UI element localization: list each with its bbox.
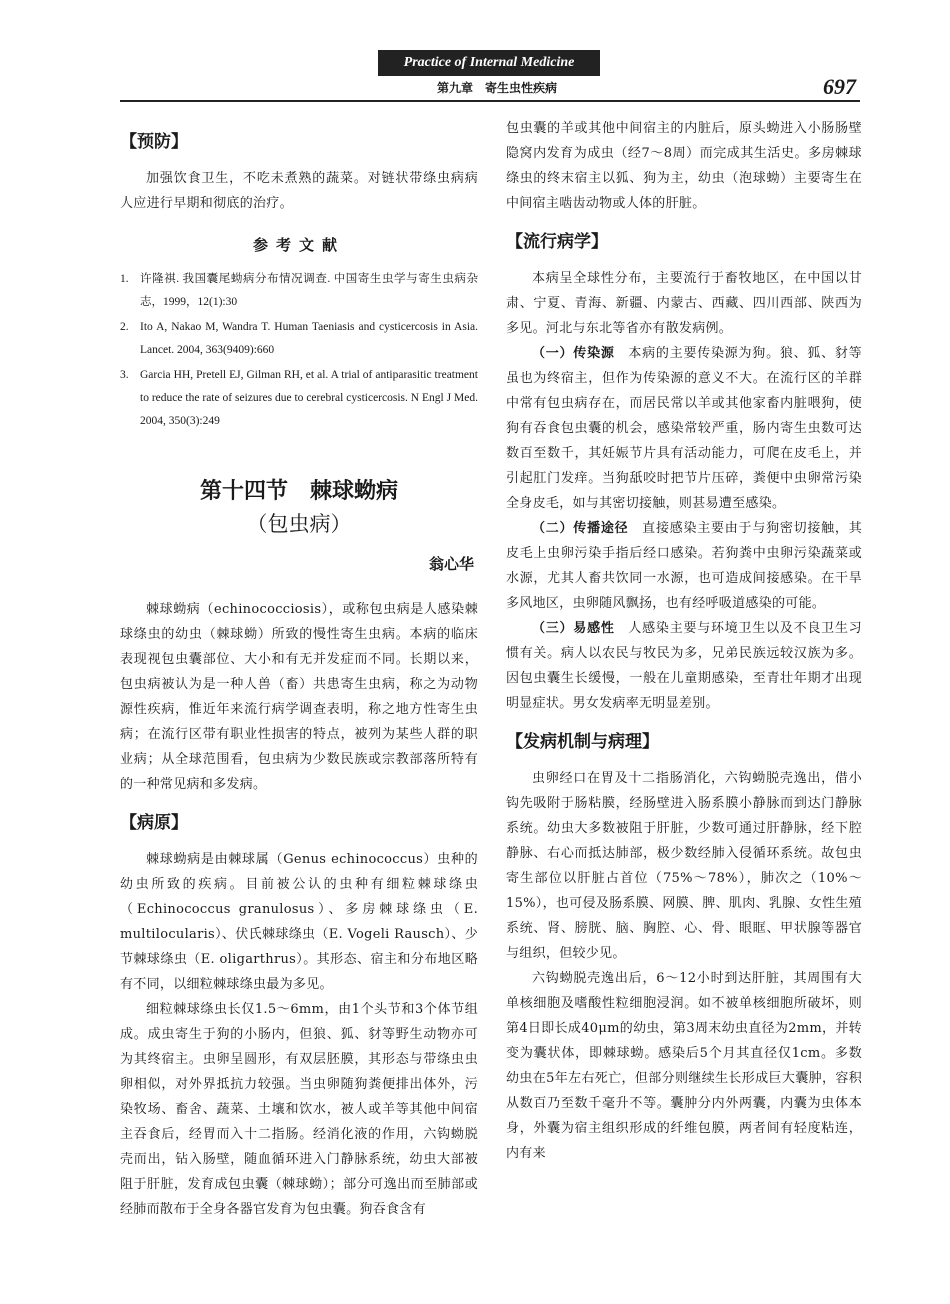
etiology-paragraph-1: 棘球蚴病是由棘球属（Genus echinococcus）虫种的幼虫所致的疾病。目前被公认的虫种有细粒棘球绦虫（Echinococcus granulosus）、多房棘球绦虫（E. multilocularis）、伏氏棘球绦虫（E. Vogeli Rausch）、少节棘球绦虫（E. oligarthrus）。其形态、宿主和分布地区略有不同，以细粒棘球绦虫最为多见。 xyxy=(120,852,478,992)
section-subtitle: （包虫病） xyxy=(246,512,352,536)
infection-source-paragraph xyxy=(506,341,862,516)
references-title: 参考文献 xyxy=(252,236,345,254)
infection-source-text: 本病的主要传染源为狗。狼、狐、豺等虽也为终宿主，但作为传染源的意义不大。在流行区的羊群中常有包虫病存在，而居民常以羊或其他家畜内脏喂狗，使狗有吞食包虫囊的机会，感染常较严重，肠内寄生虫数可达数百至数千，其妊娠节片具有活动能力，可爬在皮毛上，并引起肛门发痒。当狗舐咬时把节片压碎，粪便中虫卵常污染全身皮毛，如与其密切接触，则甚易遭至感染。 xyxy=(506,346,862,511)
chapter-title: 第九章 寄生虫性疾病 xyxy=(436,81,557,95)
reference-number: 3. xyxy=(120,369,129,381)
intro-paragraph: 棘球蚴病（echinococciosis），或称包虫病是人感染棘球绦虫的幼虫（棘球蚴）所致的慢性寄生虫病。本病的临床表现视包虫囊部位、大小和有无并发症而不同。长期以来，包虫病被认为是一种人兽（畜）共患寄生虫病，称之为动物源性疾病，惟近年来流行病学调查表明，称之地方性寄生虫病；在流行区带有职业性损害的特点，被列为某些人群的职业病；从全球范围看，包虫病为少数民族或宗教部落所特有的一种常见病和多发病。 xyxy=(120,602,478,792)
pathology-paragraph-1: 虫卵经口在胃及十二指肠消化，六钩蚴脱壳逸出，借小钩先吸附于肠粘膜，经肠壁进入肠系膜小静脉而到达门静脉系统。幼虫大多数被阻于肝脏，少数可通过肝静脉，经下腔静脉、右心而抵达肺部，极少数经肺入侵循环系统。故包虫寄生部位以肝脏占首位（75%～78%），肺次之（10%～15%），也可侵及肠系膜、网膜、脾、肌肉、乳腺、女性生殖系统、肾、膀胱、脑、胸腔、心、骨、眼眶、甲状腺等器官与组织，但较少见。 xyxy=(506,771,862,961)
author-name: 翁心华 xyxy=(428,555,474,573)
reference-text: Garcia HH, Pretell EJ, Gilman RH, et al. A trial of antiparasitic treatment to reduce the rate of seizures due to cerebral cysticercosis. N Engl J Med. 2004, 350(3):249 xyxy=(140,369,478,427)
left-column xyxy=(120,116,478,1222)
etiology-paragraph-2: 细粒棘球绦虫长仅1.5～6mm，由1个头节和3个体节组成。成虫寄生于狗的小肠内，但狼、狐、豺等野生动物亦可为其终宿主。虫卵呈圆形，有双层胚膜，其形态与带绦虫虫卵相似，对外界抵抗力较强。当虫卵随狗粪便排出体外，污染牧场、畜舍、蔬菜、土壤和饮水，被人或羊等其他中间宿主吞食后，经胃而入十二指肠。经消化液的作用，六钩蚴脱壳而出，钻入肠壁，随血循环进入门静脉系统，幼虫大部被阻于肝脏，发育成包虫囊（棘球蚴）；部分可逸出而至肺部或经肺而散布于全身各器官发育为包虫囊。狗吞食含有 xyxy=(120,1002,478,1217)
transmission-route-label: （二）传播途径 xyxy=(532,521,629,536)
right-column xyxy=(506,116,862,1166)
prevention-text: 加强饮食卫生，不吃未煮熟的蔬菜。对链状带绦虫病病人应进行早期和彻底的治疗。 xyxy=(120,171,478,211)
susceptibility-paragraph xyxy=(506,616,862,716)
etiology-heading: 【病原】 xyxy=(120,813,188,833)
reference-text: 许隆祺. 我国囊尾蚴病分布情况调查. 中国寄生虫学与寄生虫病杂志，1999，12(1):30 xyxy=(140,273,478,308)
reference-number: 2. xyxy=(120,321,129,333)
reference-list xyxy=(120,268,478,433)
page-number: 697 xyxy=(823,74,856,99)
pathology-heading: 【发病机制与病理】 xyxy=(506,732,659,752)
header-rule xyxy=(120,100,860,102)
reference-text: Ito A, Nakao M, Wandra T. Human Taeniasis and cysticercosis in Asia. Lancet. 2004, 363(9409):660 xyxy=(140,321,478,356)
reference-item xyxy=(120,268,478,314)
reference-number: 1. xyxy=(120,273,129,285)
susceptibility-text: 人感染主要与环境卫生以及不良卫生习惯有关。病人以农民与牧民为多，兄弟民族远较汉族为多。因包虫囊生长缓慢，一般在儿童期感染，至青壮年期才出现明显症状。男女发病率无明显差别。 xyxy=(506,621,862,711)
transmission-route-paragraph xyxy=(506,516,862,616)
continuation-paragraph: 包虫囊的羊或其他中间宿主的内脏后，原头蚴进入小肠肠壁隐窝内发育为成虫（经7～8周）而完成其生活史。多房棘球绦虫的终末宿主以狐、狗为主，幼虫（泡球蚴）主要寄生在中间宿主啮齿动物或人体的肝脏。 xyxy=(506,121,862,211)
section-title: 第十四节 棘球蚴病 xyxy=(199,479,398,504)
infection-source-label: （一）传染源 xyxy=(532,346,615,361)
reference-item xyxy=(120,316,478,362)
transmission-route-text: 直接感染主要由于与狗密切接触，其皮毛上虫卵污染手指后经口感染。若狗粪中虫卵污染蔬菜或水源，尤其人畜共饮同一水源，也可造成间接感染。在干旱多风地区，虫卵随风飘扬，也有经呼吸道感染的可能。 xyxy=(506,521,862,611)
prevention-heading: 【预防】 xyxy=(120,132,188,152)
epidemiology-heading: 【流行病学】 xyxy=(506,232,608,252)
pathology-paragraph-2: 六钩蚴脱壳逸出后，6～12小时到达肝脏，其周围有大单核细胞及嗜酸性粒细胞浸润。如不被单核细胞所破坏，则第4日即长成40μm的幼虫，第3周末幼虫直径为2mm，并转变为囊状体，即棘球蚴。感染后5个月其直径仅1cm。多数幼虫在5年左右死亡，但部分则继续生长形成巨大囊肿，容积从数百乃至数千毫升不等。囊肿分内外两囊，内囊为虫体本身，外囊为宿主组织形成的纤维包膜，两者间有轻度粘连，内有来 xyxy=(506,971,862,1161)
journal-banner: Practice of Internal Medicine xyxy=(378,50,600,76)
reference-item xyxy=(120,364,478,433)
susceptibility-label: （三）易感性 xyxy=(532,621,615,636)
epidemiology-intro: 本病呈全球性分布，主要流行于畜牧地区，在中国以甘肃、宁夏、青海、新疆、内蒙古、西藏、四川西部、陕西为多见。河北与东北等省亦有散发病例。 xyxy=(506,271,862,336)
